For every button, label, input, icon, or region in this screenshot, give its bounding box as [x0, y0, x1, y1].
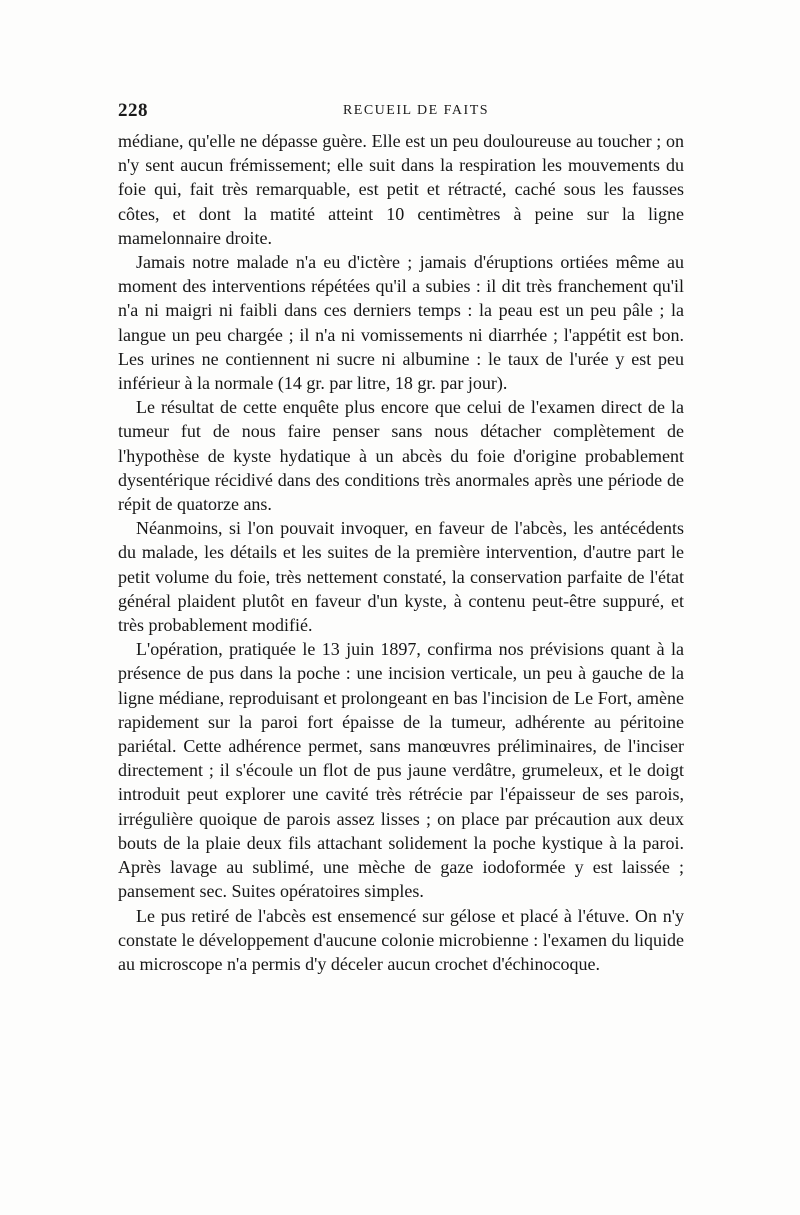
paragraph-4: Néanmoins, si l'on pouvait invoquer, en faveur de l'abcès, les antécédents du malade, les détails et les suites de la première intervention, d'autre part le petit volume du foie, très nettement constaté, la conservation parfaite de l'état général plaident plutôt en faveur d'un kyste, à contenu peut-être suppuré, et très probablement modifié. [118, 518, 684, 636]
body-text [118, 129, 684, 976]
paragraph-2: Jamais notre malade n'a eu d'ictère ; jamais d'éruptions ortiées même au moment des interventions répétées qu'il a subies : il dit très franchement qu'il n'a ni maigri ni faibli dans ces derniers temps : la peau est un peu pâle ; la langue un peu chargée ; il n'a ni vomissements ni diarrhée ; l'appétit est bon. Les urines ne contiennent ni sucre ni albumine : le taux de l'urée y est peu inférieur à la normale (14 gr. par litre, 18 gr. par jour). [118, 252, 684, 394]
page-header [118, 100, 684, 126]
running-head: RECUEIL DE FAITS [342, 103, 490, 118]
paragraph-6: Le pus retiré de l'abcès est ensemencé sur gélose et placé à l'étuve. On n'y constate le développement d'aucune colonie microbienne : l'examen du liquide au microscope n'a permis d'y déceler aucun crochet d'échinocoque. [118, 905, 684, 974]
paragraph-1: médiane, qu'elle ne dépasse guère. Elle est un peu douloureuse au toucher ; on n'y sent aucun frémissement; elle suit dans la respiration les mouvements du foie qui, fait très remarquable, est petit et rétracté, caché sous les fausses côtes, et dont la matité atteint 10 centimètres à peine sur la ligne mamelonnaire droite. [118, 131, 684, 248]
paragraph-5: L'opération, pratiquée le 13 juin 1897, confirma nos prévisions quant à la présence de pus dans la poche : une incision verticale, un peu à gauche de la ligne médiane, reproduisant et prolongeant en bas l'incision de Le Fort, amène rapidement sur la paroi fort épaisse de la tumeur, adhérente au péritoine pariétal. Cette adhérence permet, sans manœuvres préliminaires, de l'inciser directement ; il s'écoule un flot de pus jaune verdâtre, grumeleux, et le doigt introduit peut explorer une cavité très rétrécie par l'épaisseur de ses parois, irrégulière quoique de parois assez lisses ; on place par précaution aux deux bouts de la plaie deux fils attachant solidement la poche kystique à la paroi. Après lavage au sublimé, une mèche de gaze iodoformée y est laissée ; pansement sec. Suites opératoires simples. [118, 639, 684, 902]
page-number: 228 [118, 100, 148, 121]
paragraph-3: Le résultat de cette enquête plus encore que celui de l'examen direct de la tumeur fut de nous faire penser sans nous détacher complètement de l'hypothèse de kyste hydatique à un abcès du foie d'origine probablement dysentérique récidivé dans des conditions très anormales après une période de répit de quatorze ans. [118, 397, 684, 515]
